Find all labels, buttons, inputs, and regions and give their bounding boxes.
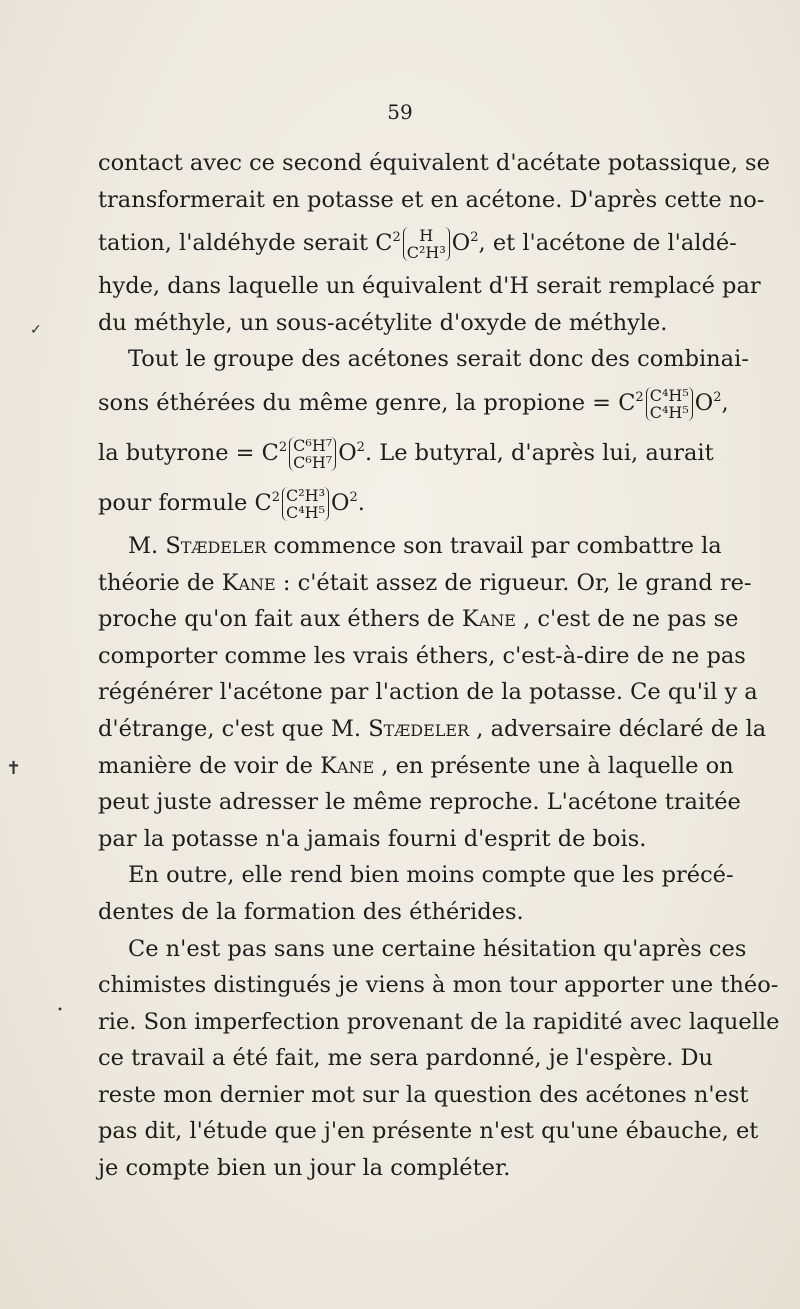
text-line: comporter comme les vrais éthers, c'est-à-dire de ne pas: [98, 642, 746, 669]
text-line: reste mon dernier mot sur la question des acétones n'est: [98, 1081, 749, 1108]
margin-mark: •: [57, 1005, 63, 1016]
text-line: je compte bien un jour la compléter.: [98, 1155, 511, 1182]
text-line: proche qu'on fait aux éthers de Kane , c'est de ne pas se: [98, 606, 739, 633]
text-line: En outre, elle rend bien moins compte que les précé-: [128, 862, 734, 889]
formula-line-text: sons éthérées du même genre, la propione = C: [98, 389, 636, 416]
formula-line-text: et l'acétone de l'aldé-: [492, 230, 737, 257]
page-number: 59: [387, 100, 413, 124]
formula-line-text: Le butyral, d'après lui, aurait: [379, 439, 714, 466]
formula-line: pour formule $C^2$ C²H³ C⁴H⁵ $O^2$.: [98, 485, 365, 522]
text-line: manière de voir de Kane , en présente une à laquelle on: [98, 752, 734, 779]
text-line: Tout le groupe des acétones serait donc des combinai-: [128, 346, 749, 373]
text-line: théorie de Kane : c'était assez de rigueur. Or, le grand re-: [98, 569, 752, 596]
text-line: pas dit, l'étude que j'en présente n'est qu'une ébauche, et: [98, 1118, 759, 1145]
margin-mark: ✓: [30, 322, 42, 338]
text-line: ce travail a été fait, me sera pardonné, je l'espère. Du: [98, 1045, 714, 1072]
text-line: dentes de la formation des éthérides.: [98, 898, 524, 925]
text-line: chimistes distingués je viens à mon tour apporter une théo-: [98, 972, 779, 999]
formula-line: sons éthérées du même genre, la propione = $C^2$ C⁴H⁵ C⁴H⁵ $O^2$,: [98, 385, 729, 422]
formula-line-text: la butyrone = C: [98, 439, 279, 466]
text-line: du méthyle, un sous-acétylite d'oxyde de méthyle.: [98, 309, 668, 336]
body-text: [98, 145, 780, 1187]
text-line: Ce n'est pas sans une certaine hésitation qu'après ces: [128, 935, 747, 962]
margin-mark: ✝: [6, 758, 22, 779]
text-line: d'étrange, c'est que M. Stædeler , adversaire déclaré de la: [98, 715, 767, 742]
text-line: régénérer l'acétone par l'action de la potasse. Ce qu'il y a: [98, 679, 758, 706]
text-line: contact avec ce second équivalent d'acétate potassique, se: [98, 150, 770, 176]
formula-line-text: tation, l'aldéhyde serait C: [98, 230, 393, 257]
text-line: transformerait en potasse et en acétone. D'après cette no-: [98, 186, 765, 213]
formula-line: la butyrone = $C^2$ C⁶H⁷ C⁶H⁷ $O^2$. Le butyral, d'après lui, aurait: [98, 435, 714, 472]
text-line: peut juste adresser le même reproche. L'acétone traitée: [98, 789, 741, 816]
aldehyde-formula: H C²H³: [403, 227, 450, 261]
butyral-formula: C²H³ C⁴H⁵: [282, 487, 329, 521]
text-line: hyde, dans laquelle un équivalent d'H serait remplacé par: [98, 273, 761, 300]
text-line: par la potasse n'a jamais fourni d'esprit de bois.: [98, 825, 647, 852]
butyrone-formula: C⁶H⁷ C⁶H⁷: [289, 437, 336, 471]
text-line: M. Stædeler commence son travail par combattre la: [128, 532, 722, 559]
text-line: rie. Son imperfection provenant de la rapidité avec laquelle: [98, 1008, 780, 1035]
formula-line-text: pour formule C: [98, 489, 272, 516]
propione-formula: C⁴H⁵ C⁴H⁵: [646, 387, 693, 421]
formula-line: tation, l'aldéhyde serait $C^2$ H C²H³ $O^2$, et l'acétone de l'aldé-: [98, 226, 737, 263]
